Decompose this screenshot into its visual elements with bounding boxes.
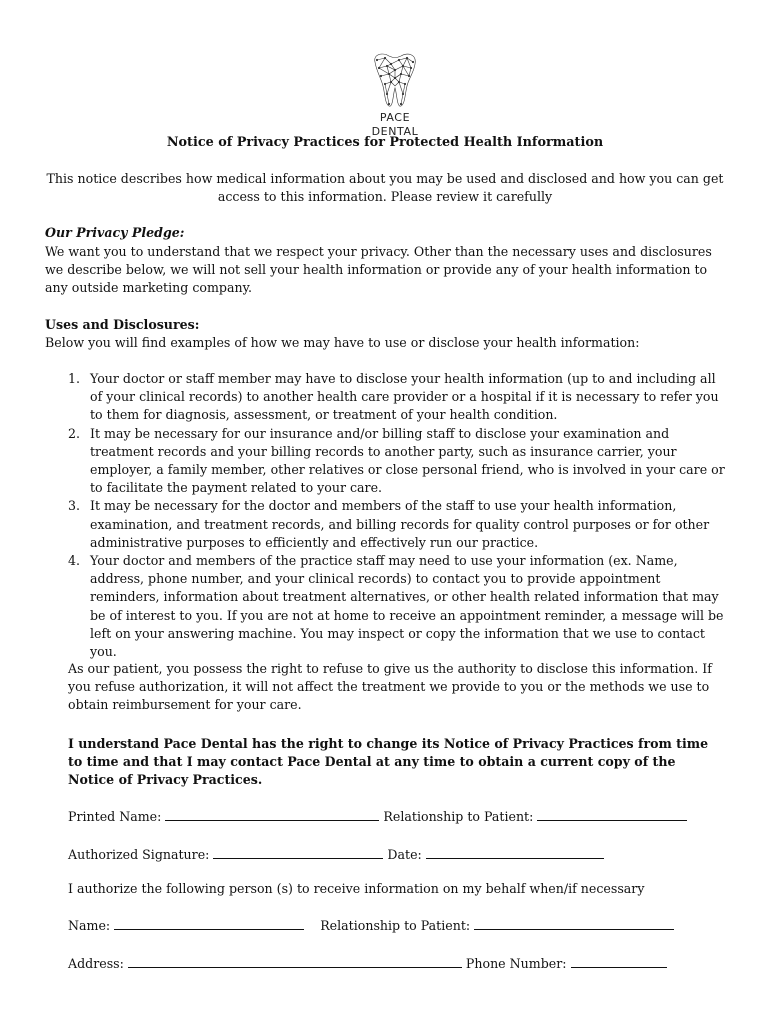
date-label: Date: <box>387 847 422 862</box>
list-item-text: Your doctor and members of the practice staff may need to use your information (ex. Name, address, phone number, and your clinical records) to contact you to provide appointment reminders, information about treatment alternatives, or other health related information that may be of interest to you. If you are not at home to receive an appointment reminder, a message will be left on your answering machine. You may inspect or copy the information that we use to contact you. <box>90 553 724 660</box>
list-item <box>68 370 728 425</box>
signature-field[interactable] <box>213 845 383 859</box>
address-row <box>68 954 667 973</box>
acknowledgement-text: I understand Pace Dental has the right to change its Notice of Privacy Practices from time to time and that I may contact Pace Dental at any time to obtain a current copy of the Notice of Privacy Practices. <box>68 736 709 788</box>
list-item <box>68 425 728 498</box>
authorize-text: I authorize the following person (s) to receive information on my behalf when/if necessary <box>68 881 645 896</box>
relationship-field[interactable] <box>537 807 687 821</box>
uses-heading: Uses and Disclosures: <box>45 317 200 332</box>
phone-label: Phone Number: <box>465 956 567 971</box>
list-item-text: Your doctor or staff member may have to disclose your health information (up to and including all of your clinical records) to another health care provider or a hospital if it is necessary to refer you to them for diagnosis, assessment, or treatment of your health condition. <box>90 371 719 423</box>
date-field[interactable] <box>426 845 604 859</box>
list-item-number: 1. <box>68 371 81 386</box>
list-item <box>68 552 728 661</box>
address-label: Address: <box>68 956 124 971</box>
relationship-field-2[interactable] <box>474 916 674 930</box>
printed-name-label: Printed Name: <box>68 809 162 824</box>
authorize-row <box>68 880 644 898</box>
address-field[interactable] <box>128 954 462 968</box>
authorized-person-row <box>68 916 674 935</box>
patient-rights-text: As our patient, you possess the right to refuse to give us the authority to disclose this information. If you refuse authorization, it will not affect the treatment we provide to you or the methods we use to obtain reimbursement for your care. <box>68 661 712 713</box>
uses-list <box>68 370 728 661</box>
tooth-network-icon <box>369 50 421 110</box>
relationship-label-2: Relationship to Patient: <box>320 918 471 933</box>
authorized-signature-label: Authorized Signature: <box>68 847 210 862</box>
pledge-body: We want you to understand that we respect your privacy. Other than the necessary uses and disclosures we describe below, we will not sell your health information or provide any of your health information to any outside marketing company. <box>45 244 712 296</box>
list-item-number: 4. <box>68 553 81 569</box>
name-label: Name: <box>68 918 111 933</box>
printed-name-row <box>68 807 687 826</box>
intro-text: This notice describes how medical information about you may be used and disclosed and how you can get access to this information. Please review it carefully <box>46 171 724 205</box>
pledge-heading: Our Privacy Pledge: <box>45 225 185 240</box>
uses-body: Below you will find examples of how we may have to use or disclose your health information: <box>45 335 640 350</box>
relationship-label: Relationship to Patient: <box>383 809 534 824</box>
name-field[interactable] <box>114 916 304 930</box>
page-title: Notice of Privacy Practices for Protected Health Information <box>166 135 604 150</box>
signature-row <box>68 845 604 864</box>
list-item-text: It may be necessary for our insurance and/or billing staff to disclose your examination and treatment records and your billing records to another party, such as insurance carrier, your employer, a family member, other relatives or close personal friend, who is involved in your care or to facilitate the payment related to your care. <box>90 425 725 496</box>
logo-text: PACE DENTAL <box>371 111 419 138</box>
list-item-number: 3. <box>68 498 81 514</box>
phone-field[interactable] <box>571 954 667 968</box>
list-item-number: 2. <box>68 425 81 441</box>
list-item <box>68 497 728 552</box>
pace-dental-logo <box>355 50 435 138</box>
list-item-text: It may be necessary for the doctor and members of the staff to use your health information, examination, and treatment records, and billing records for quality control purposes or for other administrative purposes to efficiently and effectively run our practice. <box>90 498 710 550</box>
printed-name-field[interactable] <box>165 807 379 821</box>
